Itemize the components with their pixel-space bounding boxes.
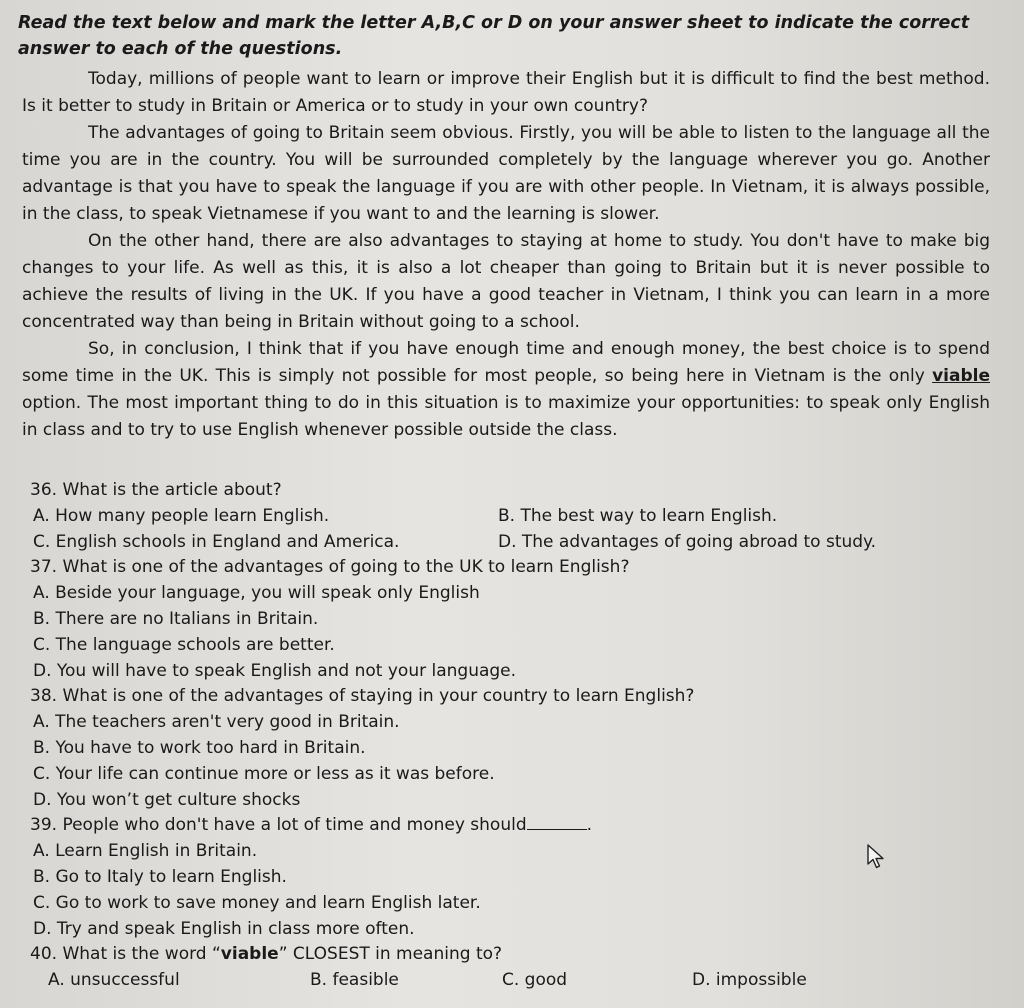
option-38-a[interactable]: A. The teachers aren't very good in Britain. bbox=[33, 712, 400, 733]
option-37-c[interactable]: C. The language schools are better. bbox=[33, 634, 335, 655]
answer-blank bbox=[527, 829, 587, 830]
option-40-b[interactable]: B. feasible bbox=[310, 970, 399, 991]
question-38 bbox=[30, 684, 930, 813]
question-36-options-row-2 bbox=[33, 530, 930, 556]
passage-paragraph-1: Today, millions of people want to learn or improve their English but it is difficult to find the best method. Is it better to study in Britain or America or to study in your own country? bbox=[22, 69, 990, 116]
question-40-text bbox=[30, 942, 930, 968]
option-39-b[interactable]: B. Go to Italy to learn English. bbox=[33, 866, 287, 887]
mouse-pointer-icon bbox=[866, 844, 888, 870]
option-39-d[interactable]: D. Try and speak English in class more often. bbox=[33, 918, 415, 939]
underlined-word-viable: viable bbox=[932, 366, 990, 386]
question-39-stem: 39. People who don't have a lot of time and money should bbox=[30, 815, 527, 836]
option-37-a[interactable]: A. Beside your language, you will speak only English bbox=[33, 583, 480, 604]
option-39-c[interactable]: C. Go to work to save money and learn English later. bbox=[33, 892, 481, 913]
question-38-text: 38. What is one of the advantages of staying in your country to learn English? bbox=[30, 686, 695, 707]
option-36-a[interactable]: A. How many people learn English. bbox=[33, 505, 330, 526]
question-40-word: viable bbox=[220, 944, 279, 965]
question-36-options-row-1 bbox=[33, 504, 930, 530]
question-40-start: 40. What is the word “ bbox=[30, 944, 221, 965]
question-37 bbox=[30, 555, 930, 684]
question-36 bbox=[30, 478, 930, 555]
paragraph-4-end: option. The most important thing to do in this situation is to maximize your opportunities: to speak only English in class and to try to use English whenever possible outside the class. bbox=[22, 393, 990, 440]
question-39-end: . bbox=[586, 815, 593, 836]
option-37-b[interactable]: B. There are no Italians in Britain. bbox=[33, 608, 319, 629]
instructions-heading: Read the text below and mark the letter A,B,C or D on your answer sheet to indicate the correct answer to each of the questions. bbox=[18, 13, 970, 59]
option-39-a[interactable]: A. Learn English in Britain. bbox=[33, 841, 258, 862]
option-36-d[interactable]: D. The advantages of going abroad to study. bbox=[498, 531, 877, 552]
option-36-b[interactable]: B. The best way to learn English. bbox=[498, 505, 778, 526]
question-40-options bbox=[48, 968, 930, 994]
option-40-a[interactable]: A. unsuccessful bbox=[48, 970, 180, 991]
passage-paragraph-4 bbox=[22, 336, 990, 444]
question-39 bbox=[30, 813, 930, 942]
question-39-text bbox=[30, 813, 930, 839]
question-list bbox=[30, 478, 930, 994]
question-40-end: ” CLOSEST in meaning to? bbox=[278, 944, 503, 965]
option-40-d[interactable]: D. impossible bbox=[692, 970, 807, 991]
question-40 bbox=[30, 942, 930, 994]
passage-paragraph-2: The advantages of going to Britain seem obvious. Firstly, you will be able to listen to the language all the time you are in the country. You will be surrounded completely by the language wherever you go. Another advantage is that you have to speak the language if you are with other people. In Vietnam, it is always possible, in the class, to speak Vietnamese if you want to and the learning is slower. bbox=[22, 123, 990, 224]
option-38-b[interactable]: B. You have to work too hard in Britain. bbox=[33, 737, 366, 758]
reading-passage bbox=[22, 66, 990, 444]
passage-paragraph-3: On the other hand, there are also advantages to staying at home to study. You don't have to make big changes to your life. As well as this, it is also a lot cheaper than going to Britain but it is never possible to achieve the results of living in the UK. If you have a good teacher in Vietnam, I think you can learn in a more concentrated way than being in Britain without going to a school. bbox=[22, 231, 990, 332]
option-40-c[interactable]: C. good bbox=[502, 970, 568, 991]
question-36-text: 36. What is the article about? bbox=[30, 480, 282, 500]
paragraph-4-start: So, in conclusion, I think that if you have enough time and enough money, the best choice is to spend some time in the UK. This is simply not possible for most people, so being here in Vietnam is the only bbox=[22, 339, 990, 386]
option-36-c[interactable]: C. English schools in England and America. bbox=[33, 531, 400, 552]
option-38-d[interactable]: D. You won’t get culture shocks bbox=[33, 789, 301, 810]
option-37-d[interactable]: D. You will have to speak English and not your language. bbox=[33, 660, 517, 681]
option-38-c[interactable]: C. Your life can continue more or less as it was before. bbox=[33, 763, 495, 784]
question-37-text: 37. What is one of the advantages of going to the UK to learn English? bbox=[30, 557, 630, 578]
